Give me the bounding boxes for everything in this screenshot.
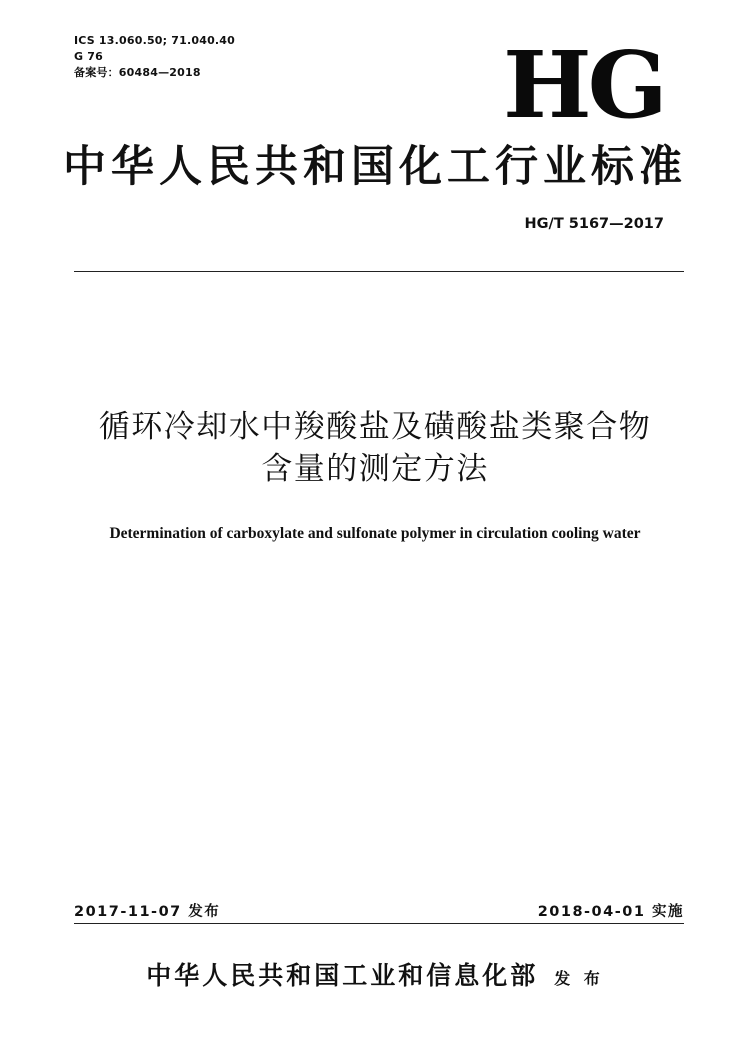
- chinese-title: [0, 406, 750, 490]
- filing-number: 备案号：60484—2018: [74, 66, 201, 79]
- publish-label: 发 布: [554, 969, 604, 988]
- ics-code: ICS 13.060.50; 71.040.40: [74, 34, 236, 47]
- ccs-code: G 76: [74, 50, 103, 63]
- standard-category-title: 中华人民共和国化工行业标准: [63, 142, 687, 192]
- chinese-title-line-2: 含量的测定方法: [261, 451, 489, 487]
- standard-number: HG/T 5167—2017: [524, 216, 664, 232]
- english-title: Determination of carboxylate and sulfonate polymer in circulation cooling water: [109, 525, 641, 542]
- issue-date: 2017-11-07 发布: [74, 904, 221, 920]
- publisher-line: [0, 960, 750, 995]
- publisher-name: 中华人民共和国工业和信息化部: [146, 961, 539, 990]
- top-divider: [74, 271, 684, 272]
- implementation-date: 2018-04-01 实施: [537, 904, 684, 920]
- bottom-divider: [74, 923, 684, 924]
- hg-logo: HG: [503, 31, 664, 139]
- classification-block: [74, 33, 235, 81]
- chinese-title-line-1: 循环冷却水中羧酸盐及磺酸盐类聚合物: [98, 409, 652, 445]
